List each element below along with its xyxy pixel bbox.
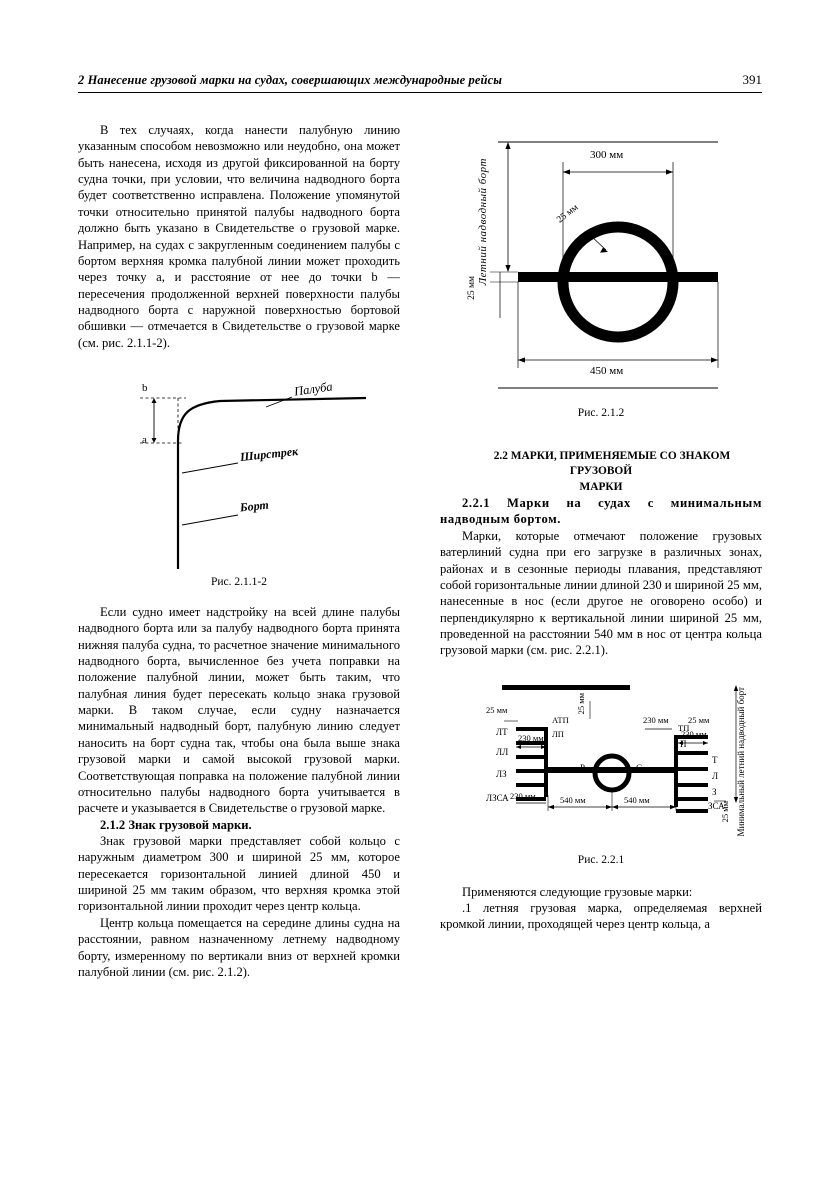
left-column: [78, 122, 400, 980]
arrow-300-right: [666, 169, 673, 174]
paragraph-superstructure: Если судно имеет надстройку на всей длине палубы надводного борта или за палубу надводного борта принята нижняя палуба судна, то расчетное значение минимального надводного борта, вычисленное без учета поправки на положение палубной линии, может быть таким, что палубная линия будет пересекать кольцо знака грузовой марки. В таком случае, если судну назначается минимальный надводный борт, палубную линию следует наносить на борт судна так, чтобы она была выше знака грузовой марки и самой высокой грузовой марки. Соответствующая поправка на положение палубной линии относительно палубы надводного борта учитывается в расчете и указывается в Свидетельстве о грузовой марке.: [78, 604, 400, 816]
figure-2-2-1-caption: Рис. 2.2.1: [577, 853, 625, 866]
leader-deck: [266, 397, 292, 407]
label-z: З: [712, 786, 717, 797]
arrow-450-left: [518, 357, 525, 362]
label-ll: ЛЛ: [496, 746, 509, 757]
heading-2-2-line1: 2.2 МАРКИ, ПРИМЕНЯЕМЫЕ СО ЗНАКОМ ГРУЗОВОЙ: [493, 449, 731, 478]
mark-z: [676, 797, 708, 801]
label-atp: АТП: [552, 714, 569, 725]
arrow-230-l1: [516, 745, 521, 749]
mark-p: [676, 751, 708, 755]
label-540mm-left: 540 мм: [560, 794, 586, 805]
arrowhead-up: [152, 398, 157, 403]
figure-2-1-1-2-drawing: [78, 365, 400, 575]
label-sheerstrake: Ширстрек: [239, 444, 299, 465]
label-a: a: [142, 434, 147, 447]
paragraph-applied-marks: Применяются следующие грузовые марки:: [462, 884, 693, 899]
label-side: Борт: [239, 497, 270, 515]
label-25mm-fig3-right-top: 25 мм: [688, 714, 710, 725]
header-title: 2 Нанесение грузовой марки на судах, совершающих международные рейсы: [78, 73, 502, 87]
label-zsa: ЗСА: [708, 800, 725, 811]
arrow-300-left: [563, 169, 570, 174]
label-b: b: [142, 382, 148, 395]
label-25mm-left: 25 мм: [467, 276, 477, 300]
label-lt: ЛТ: [496, 726, 508, 737]
heading-2-2: [440, 449, 762, 495]
figure-2-1-1-2: [78, 365, 400, 575]
heading-2-2-line2: МАРКИ: [579, 480, 623, 493]
hull-curve: [178, 398, 366, 569]
label-summer-freeboard: Летний надводный борт: [477, 158, 489, 286]
arrowhead-down: [152, 438, 157, 443]
header-divider: [78, 92, 762, 93]
label-230mm-right-top: 230 мм: [643, 714, 669, 725]
paragraph-2-1-2-b: Центр кольца помещается на середине длины судна на расстоянии, равном назначенному летнему надводному борту, измеренному по вертикали вниз от верхней кромки палубной линии (см. рис. 2.1.2).: [78, 915, 400, 979]
label-t: Т: [712, 754, 718, 765]
figure-2-1-1-2-caption: Рис. 2.1.1-2: [211, 576, 267, 589]
leader-sheerstrake: [182, 463, 238, 473]
mark-t: [676, 767, 708, 771]
label-25mm-fig3-left: 25 мм: [486, 704, 508, 715]
page-number: 391: [742, 72, 762, 87]
mark-zsa: [676, 809, 708, 813]
arrow-540-l2: [606, 805, 612, 809]
arrow-freeboard-bottom: [505, 265, 510, 272]
label-tp: ТП: [678, 722, 690, 733]
label-540mm-right: 540 мм: [624, 794, 650, 805]
paragraph-2-2-1: Марки, которые отмечают положение грузовых ватерлиний судна при его загрузке в различных зонах, районах и в сезонные периоды плавания, представляют собой горизонтальные линии длиной 230 и шириной 25 мм, нанесенные в нос (если другое не оговорено особо) и перпендикулярно к вертикальной линии шириной 25 мм, проведенной на расстоянии 540 мм в нос от центра кольца грузовой марки (см. рис. 2.2.1).: [440, 528, 762, 658]
arrow-freeboard-top: [505, 142, 510, 149]
label-25mm-fig3-bottom-right: 25 мм: [720, 800, 730, 823]
leader-side: [182, 515, 238, 525]
label-25mm-ring: 25 мм: [555, 202, 581, 226]
figure-2-2-1: [440, 671, 762, 861]
deck-line-bar: [518, 272, 718, 282]
label-lp: ЛП: [552, 728, 564, 739]
arrow-230-r2: [703, 741, 708, 745]
label-s: С: [636, 762, 643, 773]
paragraph-intro: В тех случаях, когда нанести палубную линию указанным способом невозможно или неудобно, она может быть нанесена, исходя из другой фиксированной на борту судна точки, при условии, что величина надводного борта будет соответственно исправлена. Положение упомянутой точки относительно принятой палубы надводного борта должно быть указано в Свидетельстве о грузовой марке. Например, на судах с закругленным соединением палубы с бортом верхняя кромка палубной линии может проходить через точку a, и расстояние от нее до точки b — пересечения продолженной верхней поверхности палубы надводного борта с наружной поверхностью бортовой обшивки — отмечается в Свидетельстве о грузовой марке (см. рис. 2.1.1-2).: [78, 123, 400, 350]
mark-lz: [516, 783, 546, 787]
deck-line-top: [502, 685, 630, 690]
center-bar: [548, 767, 676, 773]
label-pi: П: [680, 738, 687, 749]
figure-2-1-2: [440, 122, 762, 412]
label-lz: ЛЗ: [496, 768, 507, 779]
page-header: [78, 72, 762, 88]
paragraph-summer-mark: .1 летняя грузовая марка, определяемая верхней кромкой линии, проходящей через центр кольца, а: [440, 901, 762, 932]
leader-ring-thickness: [590, 235, 606, 250]
heading-2-1-2: 2.1.2 Знак грузовой марки.: [100, 817, 252, 832]
mark-atp: [516, 727, 546, 731]
label-lzsa: ЛЗСА: [486, 792, 509, 803]
arrow-540-r1: [612, 805, 618, 809]
mark-lt: [516, 755, 546, 759]
label-l: Л: [712, 770, 719, 781]
label-deck: Палуба: [293, 379, 334, 399]
mark-l: [676, 783, 708, 787]
label-450mm: 450 мм: [590, 365, 624, 377]
label-230mm-left-top: 230 мм: [518, 732, 544, 743]
label-300mm: 300 мм: [590, 149, 624, 161]
figure-2-1-2-caption: Рис. 2.1.2: [577, 407, 625, 419]
mark-ll: [516, 769, 546, 773]
label-230mm-left-bottom: 230 мм: [510, 790, 536, 801]
label-p: Р: [580, 762, 586, 773]
heading-2-2-1: 2.2.1 Марки на судах с минимальным надводным бортом.: [440, 496, 762, 527]
label-min-summer-freeboard: Минимальный летний надводный борт: [736, 686, 746, 837]
right-column: [440, 122, 762, 933]
label-230mm-right: 230 мм: [681, 728, 707, 739]
arrow-540-l1: [548, 805, 554, 809]
paragraph-2-1-2-a: Знак грузовой марки представляет собой кольцо с наружным диаметром 300 и шириной 25 мм, которое пересекается горизонтальной линией длиной 450 и шириной 25 мм таким образом, что верхняя кромка этой горизонтальной линии проходит через центр кольца.: [78, 834, 400, 914]
arrow-450-right: [711, 357, 718, 362]
label-25mm-fig3-top: 25 мм: [576, 692, 586, 715]
